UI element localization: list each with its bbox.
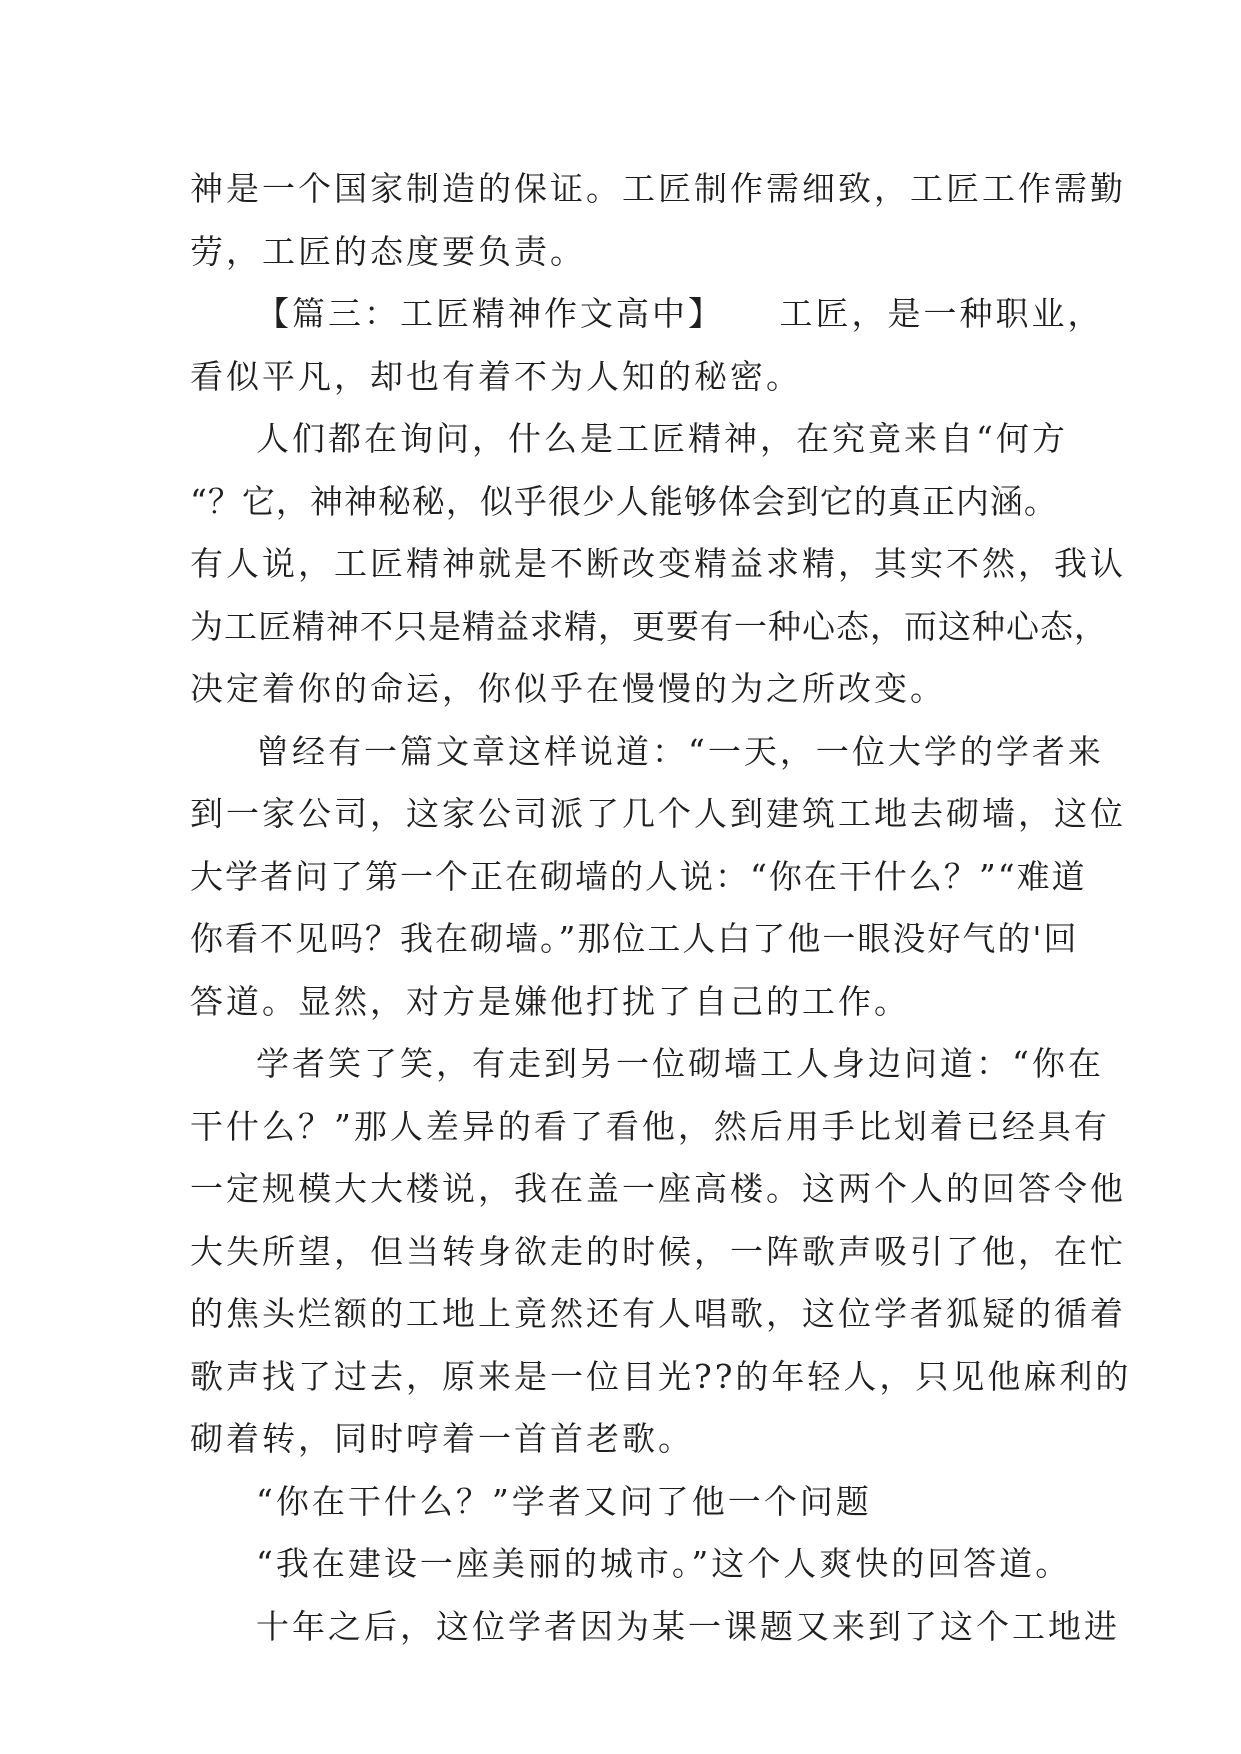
- text-line-16: 干什么？”那人差异的看了看他，然后用手比划着已经具有: [190, 1106, 1110, 1146]
- text-line-17: 一定规模大大楼说，我在盖一座高楼。这两个人的回答令他: [190, 1169, 1126, 1208]
- text-line-24: 十年之后，这位学者因为某一课题又来到了这个工地进: [256, 1606, 1120, 1646]
- text-line-18: 大失所望，但当转身欲走的时候，一阵歌声吸引了他，在忙: [190, 1231, 1126, 1271]
- text-line-8: 为工匠精神不只是精益求精，更要有一种心态，而这种心态，: [190, 606, 1108, 646]
- body-text: [190, 158, 1132, 1658]
- text-line-23: “我在建设一座美丽的城市。”这个人爽快的回答道。: [256, 1544, 1072, 1583]
- text-line-20: 歌声找了过去，原来是一位目光??的年轻人，只见他麻利的: [190, 1356, 1132, 1396]
- text-line-13: 你看不见吗？我在砌墙。”那位工人白了他一眼没好气的'回: [190, 919, 1079, 958]
- text-line-14: 答道。显然，对方是嫌他打扰了自己的工作。: [190, 981, 910, 1021]
- text-line-22: “你在干什么？”学者又问了他一个问题: [256, 1481, 872, 1521]
- text-line-6: “？它，神神秘秘，似乎很少人能够体会到它的真正内涵。: [190, 481, 1058, 521]
- text-line-15: 学者笑了笑，有走到另一位砌墙工人身边问道：“你在: [256, 1044, 1104, 1083]
- text-line-9: 决定着你的命运，你似乎在慢慢的为之所改变。: [190, 669, 946, 708]
- text-line-2: 劳，工匠的态度要负责。: [190, 231, 586, 271]
- section-heading-line: 【篇三：工匠精神作文高中】 工匠，是一种职业，: [256, 294, 1104, 333]
- text-line-11: 到一家公司，这家公司派了几个人到建筑工地去砌墙，这位: [190, 794, 1126, 833]
- text-line-12: 大学者问了第一个正在砌墙的人说：“你在干什么？”“难道: [190, 856, 1087, 896]
- text-line-5: 人们都在询问，什么是工匠精神，在究竟来自“何方: [256, 419, 1068, 458]
- text-line-4: 看似平凡，却也有着不为人知的秘密。: [190, 356, 802, 396]
- text-line-19: 的焦头烂额的工地上竟然还有人唱歌，这位学者狐疑的循着: [190, 1294, 1126, 1333]
- text-line-10: 曾经有一篇文章这样说道：“一天，一位大学的学者来: [256, 731, 1104, 771]
- text-line-21: 砌着转，同时哼着一首首老歌。: [190, 1419, 694, 1458]
- text-line-7: 有人说，工匠精神就是不断改变精益求精，其实不然，我认: [190, 544, 1126, 583]
- text-line-1: 神是一个国家制造的保证。工匠制作需细致，工匠工作需勤: [190, 169, 1126, 208]
